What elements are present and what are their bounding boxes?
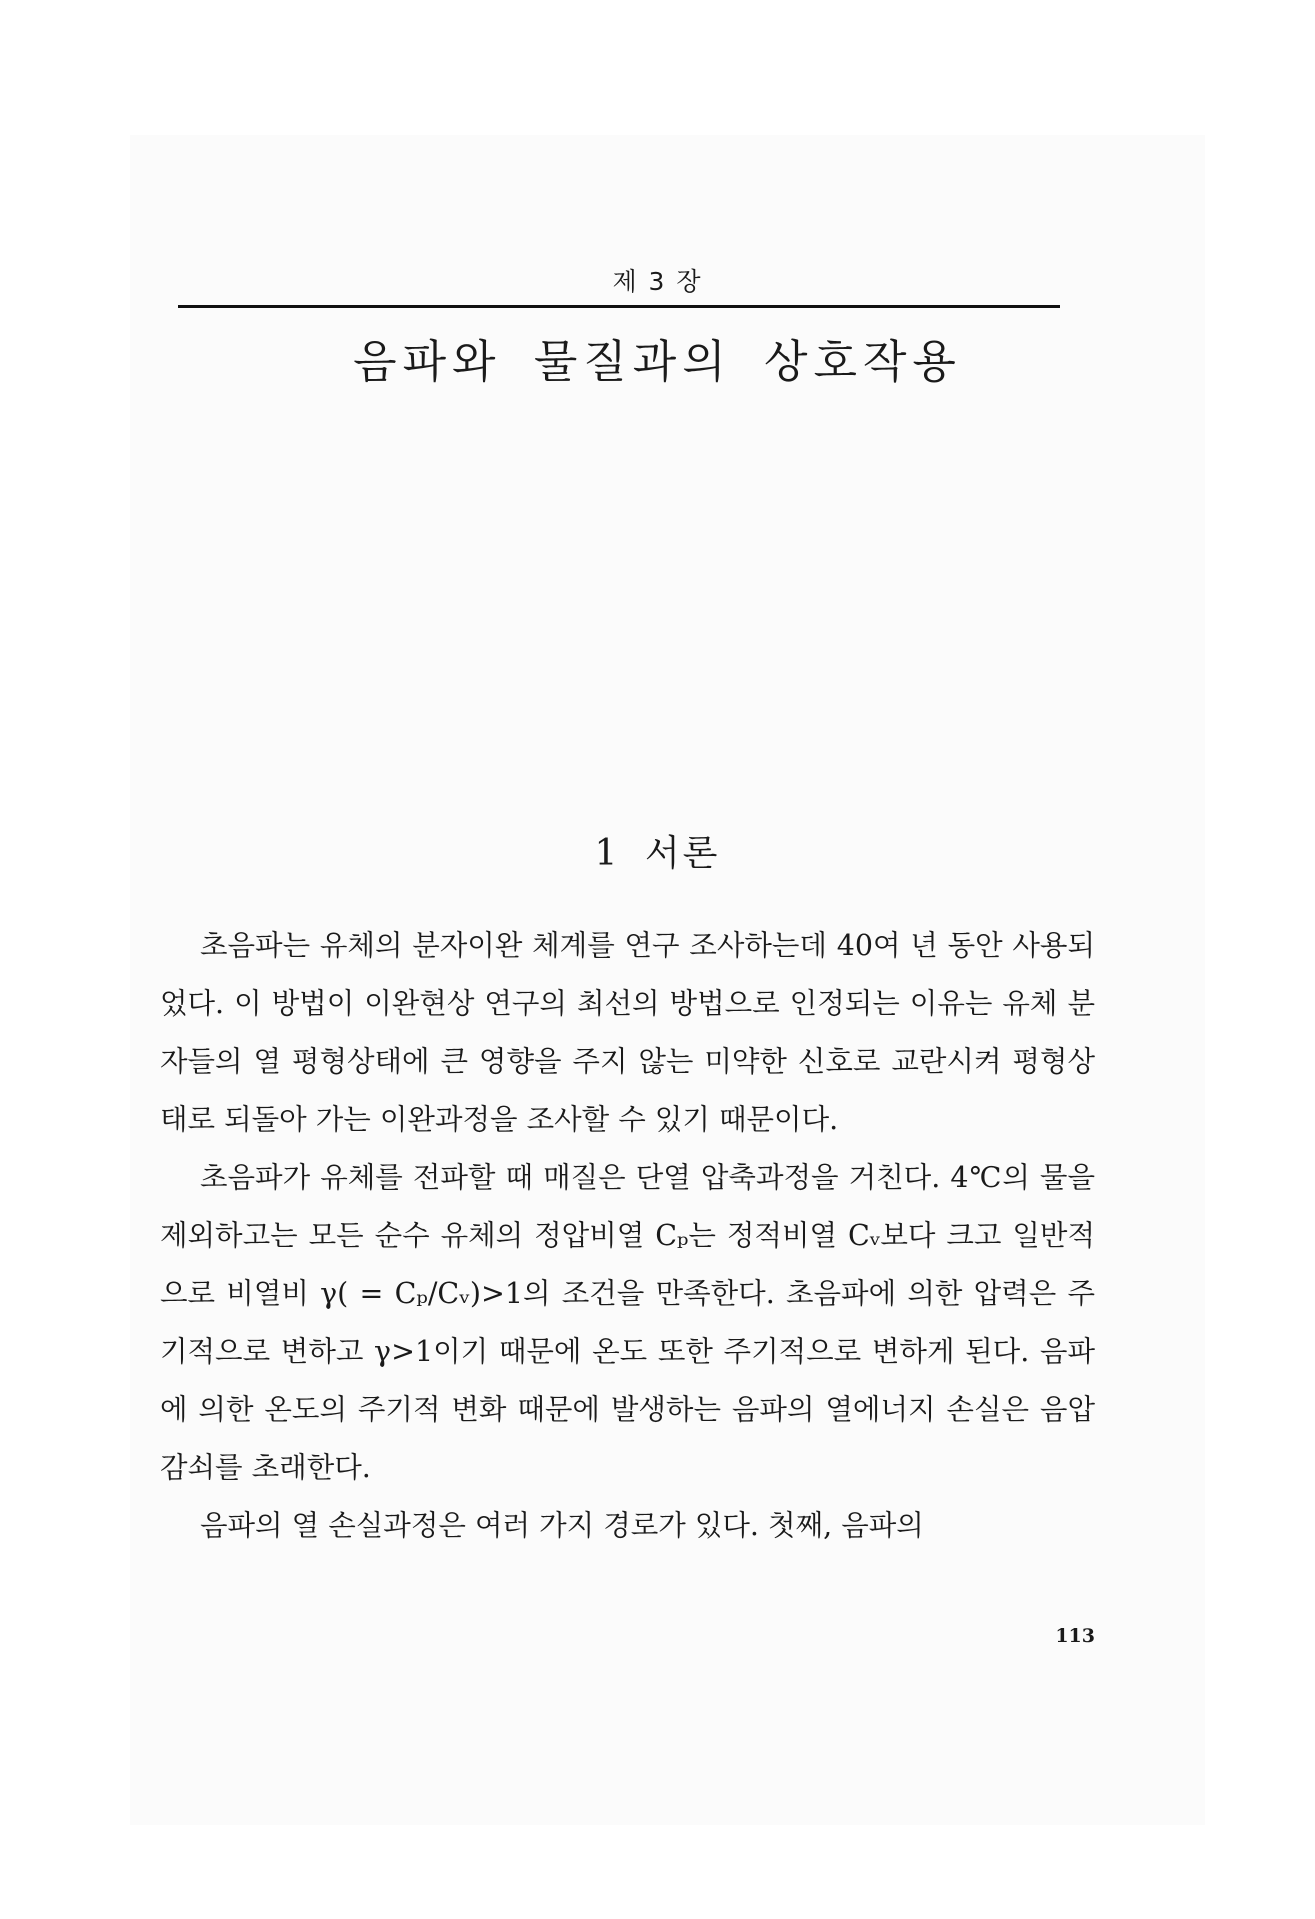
paragraph-2: 초음파가 유체를 전파할 때 매질은 단열 압축과정을 거친다. 4℃의 물을 제외하고는 모든 순수 유체의 정압비열 Cₚ는 정적비열 Cᵥ보다 크고 일반적으로 비열비 γ( = Cₚ/Cᵥ)>1의 조건을 만족한다. 초음파에 의한 압력은 주기적으로 변하고 γ>1이기 때문에 온도 또한 주기적으로 변하게 된다. 음파에 의한 온도의 주기적 변화 때문에 발생하는 음파의 열에너지 손실은 음압 감쇠를 초래한다. bbox=[160, 1161, 1095, 1484]
page-number: 113 bbox=[1055, 1625, 1095, 1647]
body-text bbox=[160, 917, 1095, 1555]
chapter-title: 음파와 물질과의 상호작용 bbox=[353, 335, 962, 388]
chapter-divider bbox=[178, 305, 1060, 308]
paragraph-1: 초음파는 유체의 분자이완 체계를 연구 조사하는데 40여 년 동안 사용되었다. 이 방법이 이완현상 연구의 최선의 방법으로 인정되는 이유는 유체 분자들의 열 평형상태에 큰 영향을 주지 않는 미약한 신호로 교란시켜 평형상태로 되돌아 가는 이완과정을 조사할 수 있기 때문이다. bbox=[160, 929, 1095, 1136]
paragraph-3: 음파의 열 손실과정은 여러 가지 경로가 있다. 첫째, 음파의 bbox=[200, 1509, 924, 1542]
chapter-label: 제 3 장 bbox=[612, 267, 703, 296]
section-heading: 1 서론 bbox=[594, 833, 721, 874]
